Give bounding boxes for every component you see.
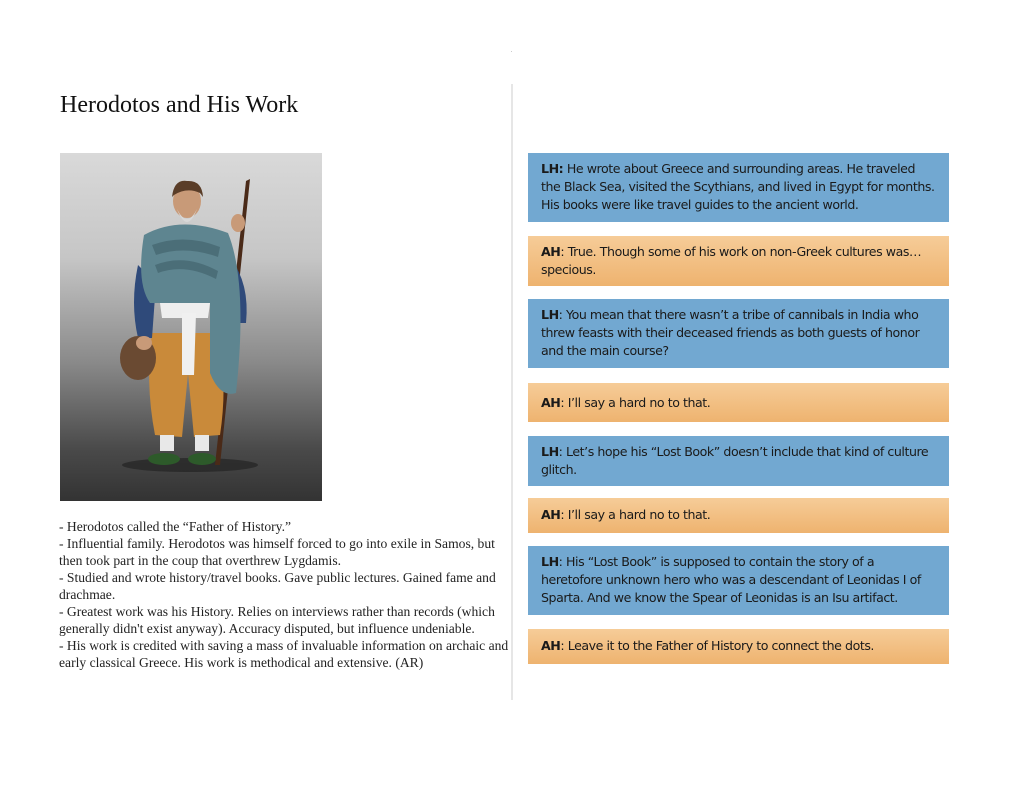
herodotos-portrait <box>60 153 322 501</box>
dialog-text: : I’ll say a hard no to that. <box>560 507 711 522</box>
dialog-box-ah <box>528 383 949 422</box>
note-item: - His work is credited with saving a mass of invaluable information on archaic and early classical Greece. His work is methodical and extensive. (AR) <box>59 638 509 670</box>
note-item: - Influential family. Herodotos was himself forced to go into exile in Samos, but then took part in the coup that overthrew Lygdamis. <box>59 536 495 568</box>
column-divider <box>511 84 513 700</box>
speaker-label: AH <box>541 395 561 410</box>
dialog-box-lh <box>528 299 949 368</box>
dialog-text: : Let’s hope his “Lost Book” doesn’t include that kind of culture glitch. <box>541 444 929 477</box>
dialog-box-ah <box>528 629 949 664</box>
dialog-box-ah <box>528 236 949 286</box>
dialog-text: : Leave it to the Father of History to connect the dots. <box>560 638 874 653</box>
speaker-label: AH <box>541 507 561 522</box>
dialog-box-lh <box>528 546 949 615</box>
speaker-label: LH: <box>541 161 564 176</box>
dialog-box-lh <box>528 153 949 222</box>
page-mark <box>511 51 512 52</box>
speaker-label: LH <box>541 554 559 569</box>
notes-list <box>59 518 509 671</box>
herodotos-illustration <box>60 153 322 501</box>
page-title: Herodotos and His Work <box>60 92 299 118</box>
dialog-text: He wrote about Greece and surrounding areas. He traveled the Black Sea, visited the Scythians, and lived in Egypt for months. His books were like travel guides to the ancient world. <box>541 161 935 212</box>
speaker-label: LH <box>541 307 559 322</box>
dialog-text: : I’ll say a hard no to that. <box>560 395 711 410</box>
dialog-text: : You mean that there wasn’t a tribe of cannibals in India who threw feasts with their deceased friends as both guests of honor and the main course? <box>541 307 920 358</box>
note-item: - Studied and wrote history/travel books. Gave public lectures. Gained fame and drachmae. <box>59 570 496 602</box>
dialog-box-lh <box>528 436 949 486</box>
speaker-label: LH <box>541 444 559 459</box>
dialog-text: : His “Lost Book” is supposed to contain the story of a heretofore unknown hero who was a descendant of Leonidas I of Sparta. And we know the Spear of Leonidas is an Isu artifact. <box>541 554 921 605</box>
note-item: - Greatest work was his History. Relies on interviews rather than records (which generally didn't exist anyway). Accuracy disputed, but influence undeniable. <box>59 604 495 636</box>
speaker-label: AH <box>541 638 561 653</box>
dialog-box-ah <box>528 498 949 533</box>
note-item: - Herodotos called the “Father of History.” <box>59 519 292 534</box>
speaker-label: AH <box>541 244 561 259</box>
dialog-text: : True. Though some of his work on non-Greek cultures was… specious. <box>541 244 922 277</box>
